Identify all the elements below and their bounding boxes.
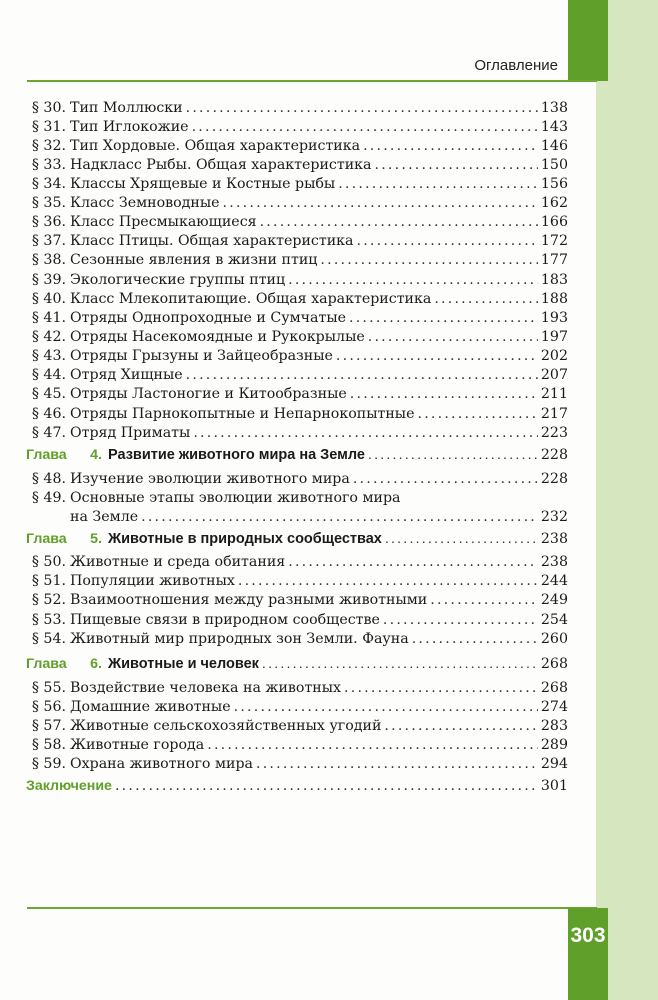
toc-entry[interactable] <box>0 552 568 572</box>
dot-leader <box>375 155 538 175</box>
entry-title: Отряды Ластоногие и Китообразные <box>70 386 347 402</box>
section-number: § 52. <box>31 592 66 608</box>
dot-leader <box>412 629 538 649</box>
chapter-title: Животные в природных сообществах <box>108 531 382 547</box>
dot-leader <box>234 697 538 717</box>
dot-leader <box>434 289 538 309</box>
entry-title: Тип Хордовые. Общая характеристика <box>70 138 361 154</box>
page-ref: 217 <box>540 406 568 422</box>
entry-title: на Земле <box>70 509 139 525</box>
entry-title: Классы Хрящевые и Костные рыбы <box>70 176 336 192</box>
section-number: § 36. <box>31 214 66 230</box>
toc-entry[interactable] <box>0 270 568 290</box>
toc-conclusion[interactable] <box>0 776 568 796</box>
page-ref: 301 <box>540 778 568 794</box>
dot-leader <box>288 552 538 572</box>
section-number: § 53. <box>31 612 66 628</box>
section-number: § 35. <box>31 195 66 211</box>
section-number: § 56. <box>31 699 66 715</box>
page-ref: 138 <box>540 100 568 116</box>
toc-entry[interactable] <box>0 231 568 251</box>
page-ref: 177 <box>540 252 568 268</box>
page-ref: 283 <box>540 718 568 734</box>
toc-entry[interactable] <box>0 212 568 232</box>
section-number: § 58. <box>31 737 66 753</box>
conclusion-title: Заключение <box>26 778 112 794</box>
section-number: § 59. <box>31 756 66 772</box>
section-number: § 51. <box>31 573 66 589</box>
dot-leader <box>186 98 538 118</box>
toc-entry[interactable] <box>0 308 568 328</box>
dot-leader <box>260 212 538 232</box>
chapter-number: 4. <box>90 447 102 463</box>
toc-entry[interactable] <box>0 327 568 347</box>
dot-leader <box>256 754 538 774</box>
toc-entry[interactable] <box>0 469 568 489</box>
dot-leader <box>238 571 538 591</box>
section-number: § 47. <box>31 425 66 441</box>
entry-title: Отряды Однопроходные и Сумчатые <box>70 310 347 326</box>
dot-leader <box>368 445 538 465</box>
toc-entry[interactable] <box>0 193 568 213</box>
entry-title: Животные сельскохозяйственных угодий <box>70 718 382 734</box>
section-number: § 50. <box>31 554 66 570</box>
entry-title: Отряды Грызуны и Зайцеобразные <box>70 348 333 364</box>
page-ref: 274 <box>540 699 568 715</box>
page-ref: 238 <box>540 531 568 547</box>
toc-entry[interactable] <box>0 423 568 443</box>
section-number: § 30. <box>31 100 66 116</box>
dot-leader <box>338 174 538 194</box>
chapter-label: Глава <box>26 656 67 672</box>
page-ref: 294 <box>540 756 568 772</box>
page-ref: 207 <box>540 367 568 383</box>
dot-leader <box>350 384 538 404</box>
dot-leader <box>320 250 537 270</box>
section-number: § 34. <box>31 176 66 192</box>
dot-leader <box>349 308 538 328</box>
section-number: § 55. <box>31 680 66 696</box>
section-number: § 49. <box>31 490 66 506</box>
page-ref: 268 <box>540 656 568 672</box>
dot-leader <box>385 529 538 549</box>
toc-entry[interactable] <box>0 697 568 717</box>
entry-title: Животные и среда обитания <box>70 554 286 570</box>
page-number: 303 <box>570 924 606 947</box>
section-number: § 57. <box>31 718 66 734</box>
page-ref: 162 <box>540 195 568 211</box>
toc-entry[interactable] <box>0 384 568 404</box>
dot-leader <box>356 231 537 251</box>
page-ref: 166 <box>540 214 568 230</box>
entry-title: Надкласс Рыбы. Общая характеристика <box>70 157 372 173</box>
toc-chapter[interactable] <box>0 529 568 549</box>
page-ref: 188 <box>540 291 568 307</box>
toc-entry[interactable] <box>0 610 568 630</box>
dot-leader <box>192 117 538 137</box>
toc-entry[interactable] <box>0 404 568 424</box>
entry-title: Основные этапы эволюции животного мира <box>70 490 401 506</box>
page-ref: 183 <box>540 272 568 288</box>
entry-title: Домашние животные <box>70 699 231 715</box>
entry-title: Сезонные явления в жизни птиц <box>70 252 318 268</box>
chapter-number: 5. <box>90 531 102 547</box>
page-ref: 289 <box>540 737 568 753</box>
chapter-label: Глава <box>26 531 67 547</box>
dot-leader <box>430 590 538 610</box>
dot-leader <box>384 716 537 736</box>
section-number: § 54. <box>31 631 66 647</box>
dot-leader <box>288 270 538 290</box>
toc-entry[interactable] <box>0 754 568 774</box>
chapter-number: 6. <box>90 656 102 672</box>
toc-entry[interactable] <box>0 174 568 194</box>
dot-leader <box>193 423 538 443</box>
toc-entry[interactable] <box>0 629 568 649</box>
section-number: § 33. <box>31 157 66 173</box>
toc-entry[interactable] <box>0 136 568 156</box>
page-ref: 150 <box>540 157 568 173</box>
chapter-title: Животные и человек <box>108 656 259 672</box>
section-number: § 41. <box>31 310 66 326</box>
section-number: § 44. <box>31 367 66 383</box>
page-ref: 244 <box>540 573 568 589</box>
running-title: Оглавление <box>474 57 558 74</box>
dot-leader <box>115 776 538 796</box>
entry-title: Отряд Приматы <box>70 425 191 441</box>
toc-entry[interactable] <box>0 289 568 309</box>
entry-title: Пищевые связи в природном сообществе <box>70 612 380 628</box>
section-number: § 46. <box>31 406 66 422</box>
toc-entry[interactable] <box>0 716 568 736</box>
entry-title: Тип Иглокожие <box>70 119 189 135</box>
toc-chapter[interactable] <box>0 445 568 465</box>
page-ref: 232 <box>540 509 568 525</box>
entry-title: Отряд Хищные <box>70 367 183 383</box>
section-number: § 42. <box>31 329 66 345</box>
toc-entry[interactable] <box>0 250 568 270</box>
page-ref: 156 <box>540 176 568 192</box>
page-ref: 223 <box>540 425 568 441</box>
toc-entry[interactable] <box>0 678 568 698</box>
section-number: § 45. <box>31 386 66 402</box>
entry-title: Экологические группы птиц <box>70 272 286 288</box>
entry-title: Воздействие человека на животных <box>70 680 342 696</box>
page-ref: 211 <box>540 386 568 402</box>
page-ref: 268 <box>540 680 568 696</box>
page-ref: 143 <box>540 119 568 135</box>
page-ref: 228 <box>540 447 568 463</box>
dot-leader <box>207 735 538 755</box>
dot-leader <box>363 136 538 156</box>
dot-leader <box>368 327 538 347</box>
section-number: § 32. <box>31 138 66 154</box>
section-number: § 48. <box>31 471 66 487</box>
page-ref: 260 <box>540 631 568 647</box>
page-ref: 146 <box>540 138 568 154</box>
toc-entry[interactable] <box>0 98 568 118</box>
dot-leader <box>344 678 538 698</box>
dot-leader <box>418 404 538 424</box>
toc-entry[interactable] <box>0 488 568 508</box>
entry-title: Класс Птицы. Общая характеристика <box>70 233 354 249</box>
toc-entry[interactable] <box>0 365 568 385</box>
page-ref: 249 <box>540 592 568 608</box>
toc-entry[interactable] <box>0 590 568 610</box>
page-ref: 202 <box>540 348 568 364</box>
footer-tab <box>568 908 608 1000</box>
page-ref: 197 <box>540 329 568 345</box>
page-ref: 172 <box>540 233 568 249</box>
toc-entry[interactable] <box>0 571 568 591</box>
dot-leader <box>262 654 538 674</box>
entry-title: Класс Пресмыкающиеся <box>70 214 257 230</box>
header-rule <box>27 80 597 82</box>
page-ref: 238 <box>540 554 568 570</box>
entry-title: Класс Млекопитающие. Общая характеристика <box>70 291 432 307</box>
footer-rule <box>27 907 597 909</box>
page-ref: 193 <box>540 310 568 326</box>
toc-entry[interactable] <box>0 735 568 755</box>
dot-leader <box>353 469 538 489</box>
entry-title: Животный мир природных зон Земли. Фауна <box>70 631 409 647</box>
side-strip <box>596 0 658 1000</box>
chapter-label: Глава <box>26 447 67 463</box>
entry-title: Животные города <box>70 737 205 753</box>
entry-title: Охрана животного мира <box>70 756 253 772</box>
dot-leader <box>336 346 538 366</box>
chapter-title: Развитие животного мира на Земле <box>108 447 365 463</box>
section-number: § 43. <box>31 348 66 364</box>
section-number: § 39. <box>31 272 66 288</box>
entry-title: Взаимоотношения между разными животными <box>70 592 428 608</box>
dot-leader <box>141 507 538 527</box>
entry-title: Изучение эволюции животного мира <box>70 471 350 487</box>
dot-leader <box>383 610 538 630</box>
entry-title: Класс Земноводные <box>70 195 220 211</box>
section-number: § 31. <box>31 119 66 135</box>
section-number: § 37. <box>31 233 66 249</box>
page-ref: 254 <box>540 612 568 628</box>
entry-title: Отряды Парнокопытные и Непарнокопытные <box>70 406 415 422</box>
toc-entry[interactable] <box>0 346 568 366</box>
toc-chapter[interactable] <box>0 654 568 674</box>
toc-entry[interactable] <box>0 117 568 137</box>
section-number: § 40. <box>31 291 66 307</box>
header-tab <box>568 0 608 81</box>
dot-leader <box>186 365 538 385</box>
dot-leader <box>223 193 538 213</box>
toc-entry[interactable] <box>0 155 568 175</box>
page-ref: 228 <box>540 471 568 487</box>
entry-title: Популяции животных <box>70 573 235 589</box>
entry-title: Отряды Насекомоядные и Рукокрылые <box>70 329 365 345</box>
entry-title: Тип Моллюски <box>70 100 183 116</box>
section-number: § 38. <box>31 252 66 268</box>
toc-entry-continuation[interactable] <box>0 507 568 527</box>
